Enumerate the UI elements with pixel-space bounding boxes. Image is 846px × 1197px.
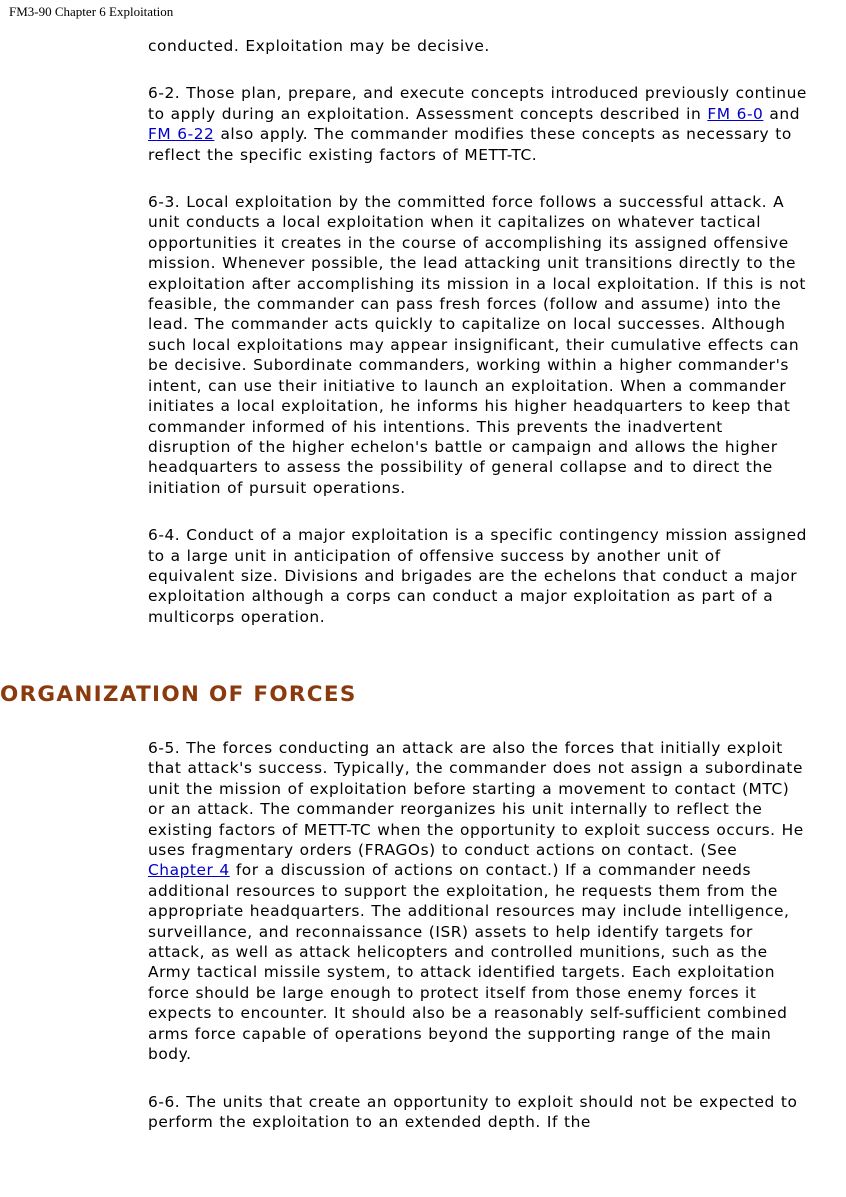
document-body-top xyxy=(148,36,808,654)
link-fm-6-22[interactable]: FM 6-22 xyxy=(148,125,215,144)
paragraph-6-2-text-a: 6-2. Those plan, prepare, and execute concepts introduced previously continue to apply during an exploitation. Assessment concepts described in xyxy=(148,84,807,123)
paragraph-continuation: conducted. Exploitation may be decisive. xyxy=(148,37,490,55)
section-heading: ORGANIZATION OF FORCES xyxy=(0,682,357,707)
paragraph-6-3: 6-3. Local exploitation by the committed force follows a successful attack. A unit conducts a local exploitation when it capitalizes on whatever tactical opportunities it creates in the course of accomplishing its assigned offensive mission. Whenever possible, the lead attacking unit transitions directly to the exploitation after accomplishing its mission in a local exploitation. If this is not feasible, the commander can pass fresh forces (follow and assume) into the lead. The commander acts quickly to capitalize on local successes. Although such local exploitations may appear insignificant, their cumulative effects can be decisive. Subordinate commanders, working within a higher commander's intent, can use their initiative to launch an exploitation. When a commander initiates a local exploitation, he informs his higher headquarters to keep that commander informed of his intentions. This prevents the inadvertent disruption of the higher echelon's battle or campaign and allows the higher headquarters to assess the possibility of general collapse and to direct the initiation of pursuit operations. xyxy=(148,193,806,497)
document-body-bottom xyxy=(148,738,808,1132)
paragraph-6-5-text-a: 6-5. The forces conducting an attack are also the forces that initially exploit that attack's success. Typically, the commander does not assign a subordinate unit the mission of exploitation before starting a movement to contact (MTC) or an attack. The commander reorganizes his unit internally to reflect the existing factors of METT-TC when the opportunity to exploit success occurs. He uses fragmentary orders (FRAGOs) to conduct actions on contact. (See xyxy=(148,739,804,860)
paragraph-6-6: 6-6. The units that create an opportunity to exploit should not be expected to perform the exploitation to an extended depth. If the xyxy=(148,1092,798,1131)
section-heading-container xyxy=(0,683,846,707)
paragraph-6-5 xyxy=(148,738,808,1065)
link-fm-6-0[interactable]: FM 6-0 xyxy=(707,104,764,123)
paragraph-6-4: 6-4. Conduct of a major exploitation is a specific contingency mission assigned to a large unit in anticipation of offensive success by another unit of equivalent size. Divisions and brigades are the echelons that conduct a major exploitation although a corps can conduct a major exploitation as part of a multicorps operation. xyxy=(148,526,807,626)
paragraph-6-2-text-c: also apply. The commander modifies these concepts as necessary to reflect the specific existing factors of METT-TC. xyxy=(148,125,792,164)
link-chapter-4[interactable]: Chapter 4 xyxy=(148,861,230,880)
paragraph-6-5-text-b: for a discussion of actions on contact.) If a commander needs additional resources to support the exploitation, he requests them from the appropriate headquarters. The additional resources may include intelligence, surveillance, and reconnaissance (ISR) assets to help identify targets for attack, as well as attack helicopters and controlled munitions, such as the Army tactical missile system, to attack identified targets. Each exploitation force should be large enough to protect itself from those enemy forces it expects to encounter. It should also be a reasonably self-sufficient combined arms force capable of operations beyond the supporting range of the main body. xyxy=(148,861,790,1064)
paragraph-6-2-text-b: and xyxy=(763,104,801,123)
paragraph-6-2 xyxy=(148,83,808,165)
running-header: FM3-90 Chapter 6 Exploitation xyxy=(9,4,174,19)
